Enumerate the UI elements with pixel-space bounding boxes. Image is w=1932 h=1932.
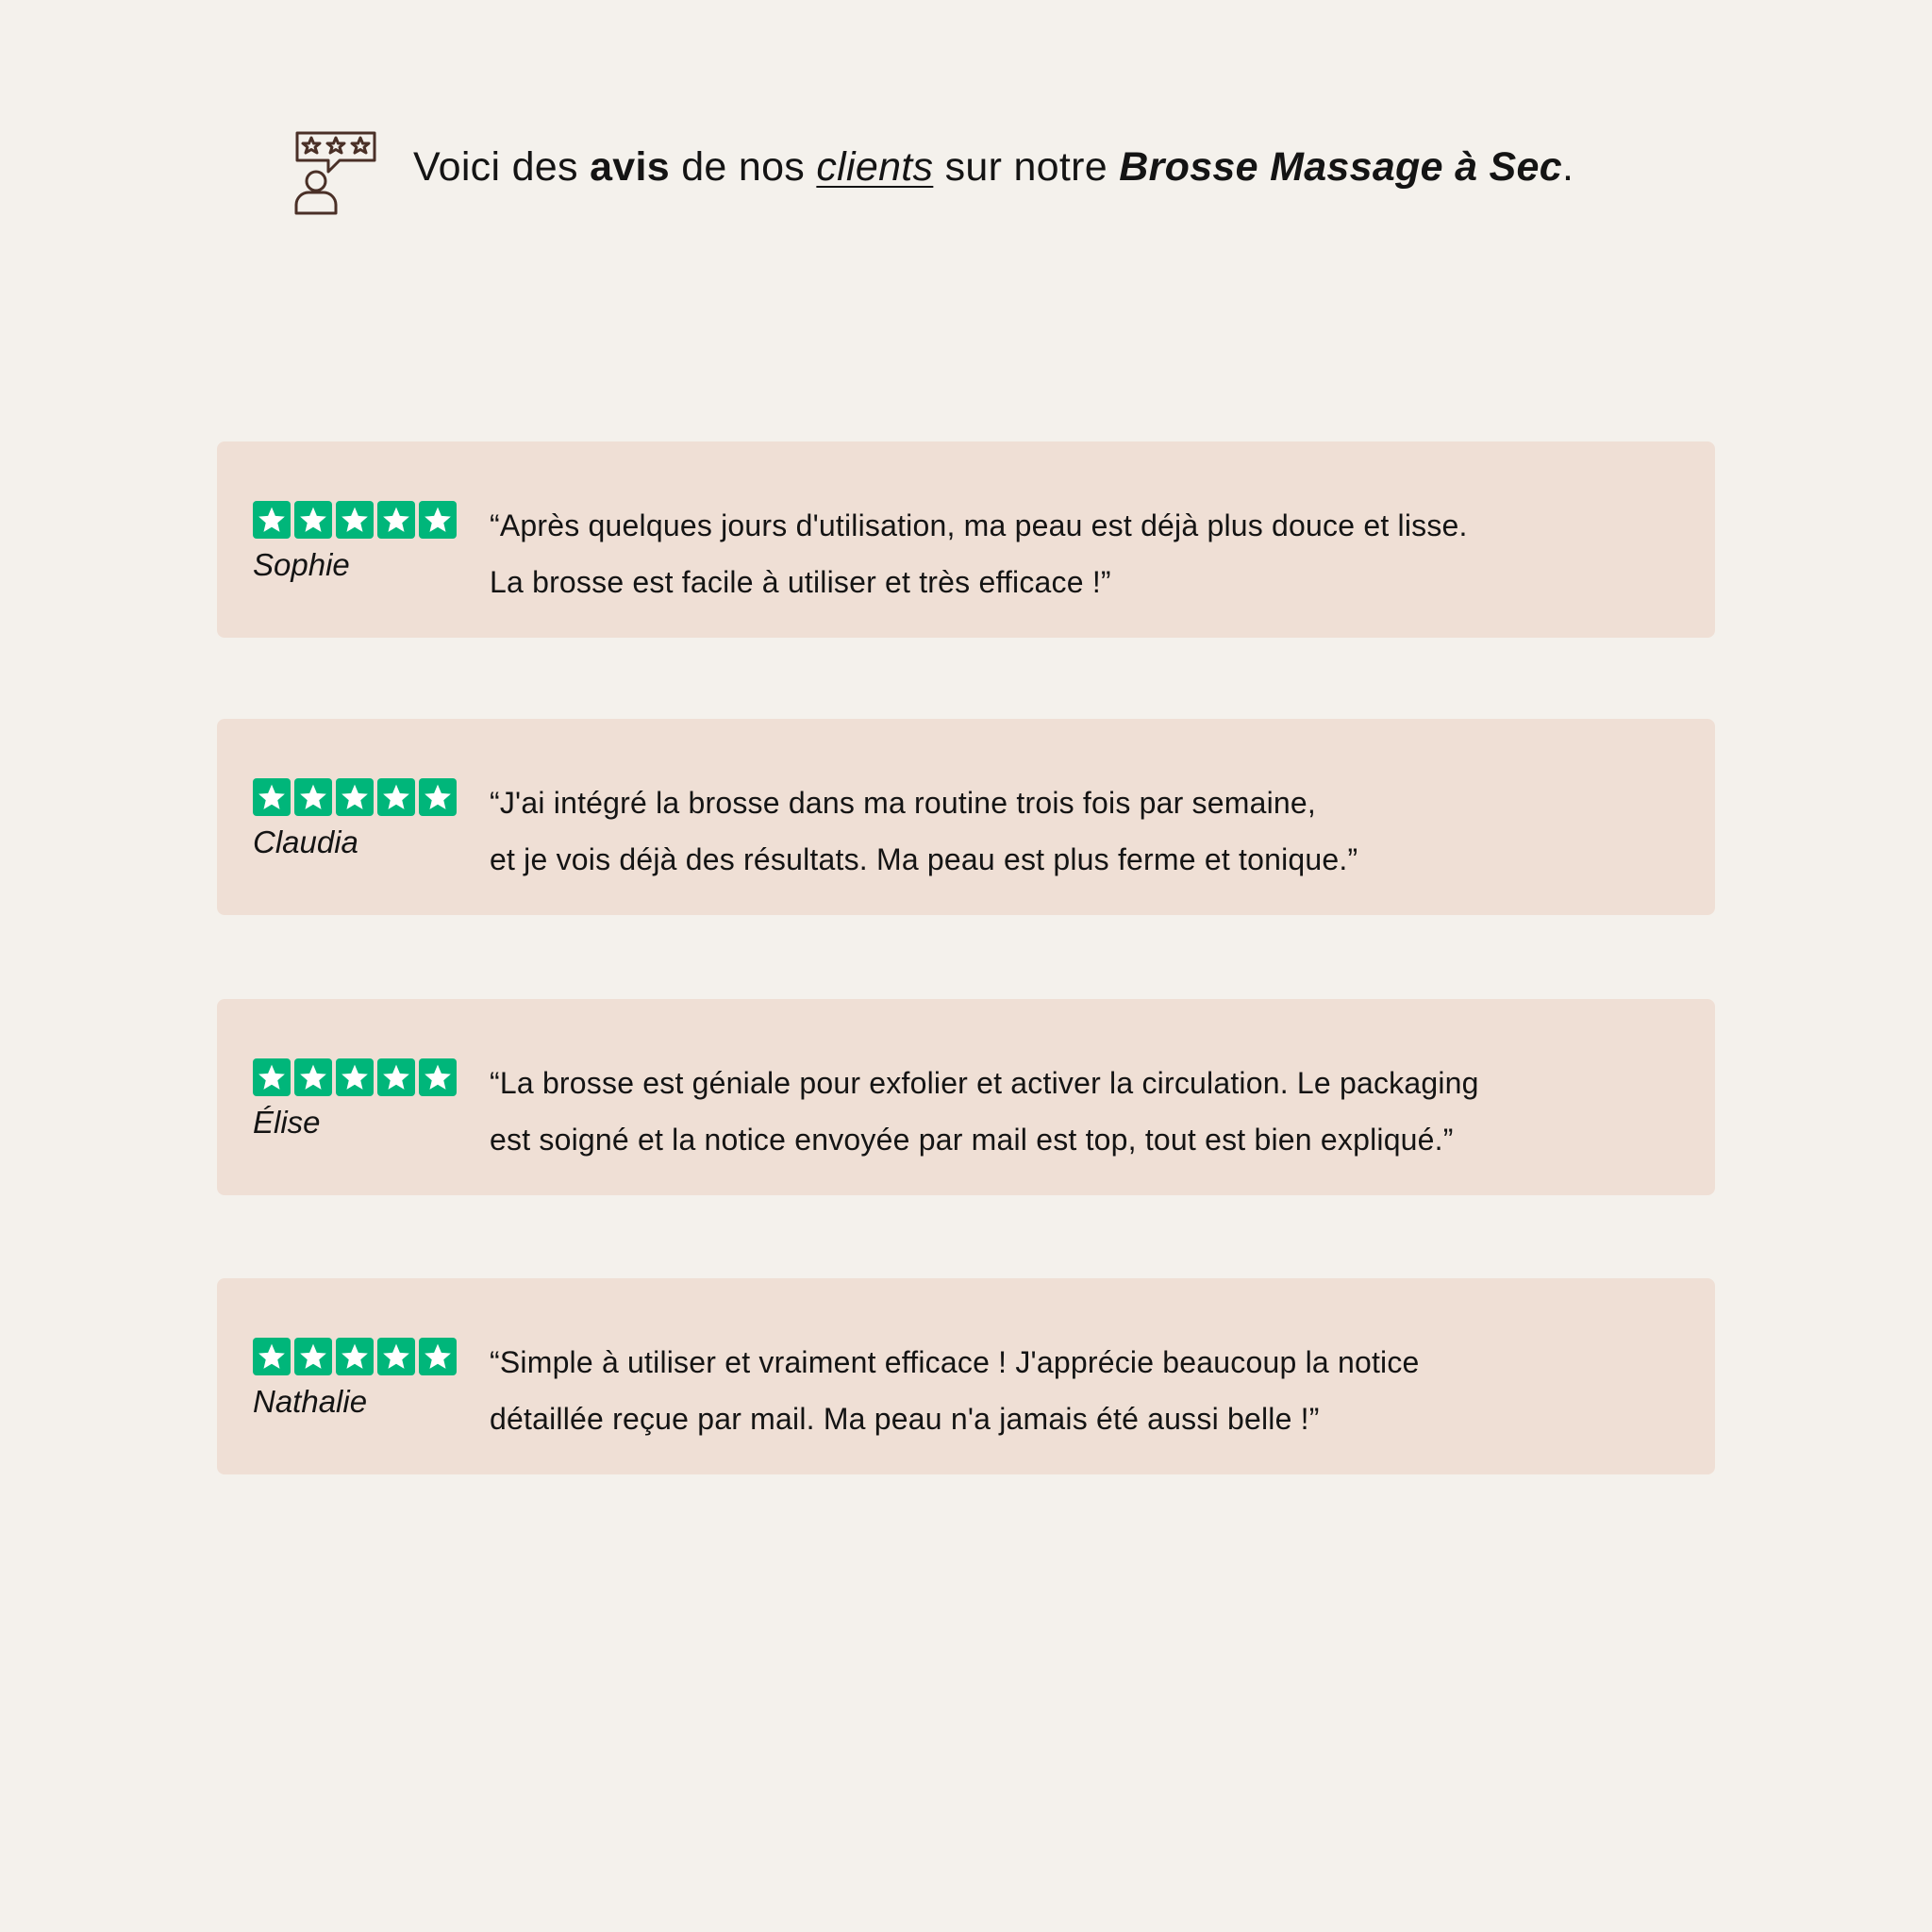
title-text: .: [1561, 144, 1574, 190]
star-icon: [419, 778, 457, 816]
review-text: [490, 774, 1688, 888]
review-card: [217, 999, 1715, 1195]
review-card: [217, 441, 1715, 638]
star-icon: [294, 1058, 332, 1096]
reviewer-name: Élise: [253, 1105, 321, 1140]
review-meta: [253, 1058, 470, 1140]
star-icon: [294, 1338, 332, 1375]
title-emphasis-clients: clients: [816, 144, 934, 190]
star-rating: [253, 1338, 470, 1375]
star-rating: [253, 1058, 470, 1096]
review-text: [490, 497, 1688, 610]
title-text: de nos: [669, 144, 817, 190]
review-line: “J'ai intégré la brosse dans ma routine trois fois par semaine,: [490, 786, 1317, 820]
title-text: sur notre: [933, 144, 1120, 190]
reviewer-name: Nathalie: [253, 1384, 368, 1419]
title-text: Voici des: [413, 144, 591, 190]
star-icon: [253, 501, 291, 539]
star-rating: [253, 501, 470, 539]
star-icon: [253, 1338, 291, 1375]
review-text: [490, 1334, 1688, 1447]
reviewer-name: Claudia: [253, 824, 358, 859]
review-line: La brosse est facile à utiliser et très efficace !”: [490, 565, 1111, 599]
page-header: [0, 130, 1932, 215]
title-emphasis-avis: avis: [590, 144, 670, 190]
star-icon: [419, 1338, 457, 1375]
star-icon: [377, 1058, 415, 1096]
review-line: et je vois déjà des résultats. Ma peau est plus ferme et tonique.”: [490, 842, 1358, 876]
star-icon: [336, 1338, 374, 1375]
review-line: “La brosse est géniale pour exfolier et activer la circulation. Le packaging: [490, 1066, 1479, 1100]
review-meta: [253, 501, 470, 582]
review-meta: [253, 778, 470, 859]
review-line: “Simple à utiliser et vraiment efficace ! J'apprécie beaucoup la notice: [490, 1345, 1420, 1379]
customer-review-icon: [292, 130, 379, 215]
review-card: [217, 719, 1715, 915]
reviewer-name: Sophie: [253, 547, 350, 582]
title-product-name: Brosse Massage à Sec: [1119, 144, 1562, 190]
star-icon: [336, 778, 374, 816]
review-line: détaillée reçue par mail. Ma peau n'a jamais été aussi belle !”: [490, 1402, 1320, 1436]
star-icon: [253, 778, 291, 816]
star-icon: [253, 1058, 291, 1096]
star-icon: [377, 778, 415, 816]
review-card: [217, 1278, 1715, 1474]
star-icon: [419, 1058, 457, 1096]
star-rating: [253, 778, 470, 816]
review-line: “Après quelques jours d'utilisation, ma peau est déjà plus douce et lisse.: [490, 508, 1468, 542]
star-icon: [294, 501, 332, 539]
star-icon: [294, 778, 332, 816]
star-icon: [336, 501, 374, 539]
review-meta: [253, 1338, 470, 1419]
star-icon: [419, 501, 457, 539]
star-icon: [336, 1058, 374, 1096]
page-title: [413, 143, 1574, 192]
star-icon: [377, 1338, 415, 1375]
star-icon: [377, 501, 415, 539]
review-text: [490, 1055, 1688, 1168]
review-line: est soigné et la notice envoyée par mail est top, tout est bien expliqué.”: [490, 1123, 1454, 1157]
